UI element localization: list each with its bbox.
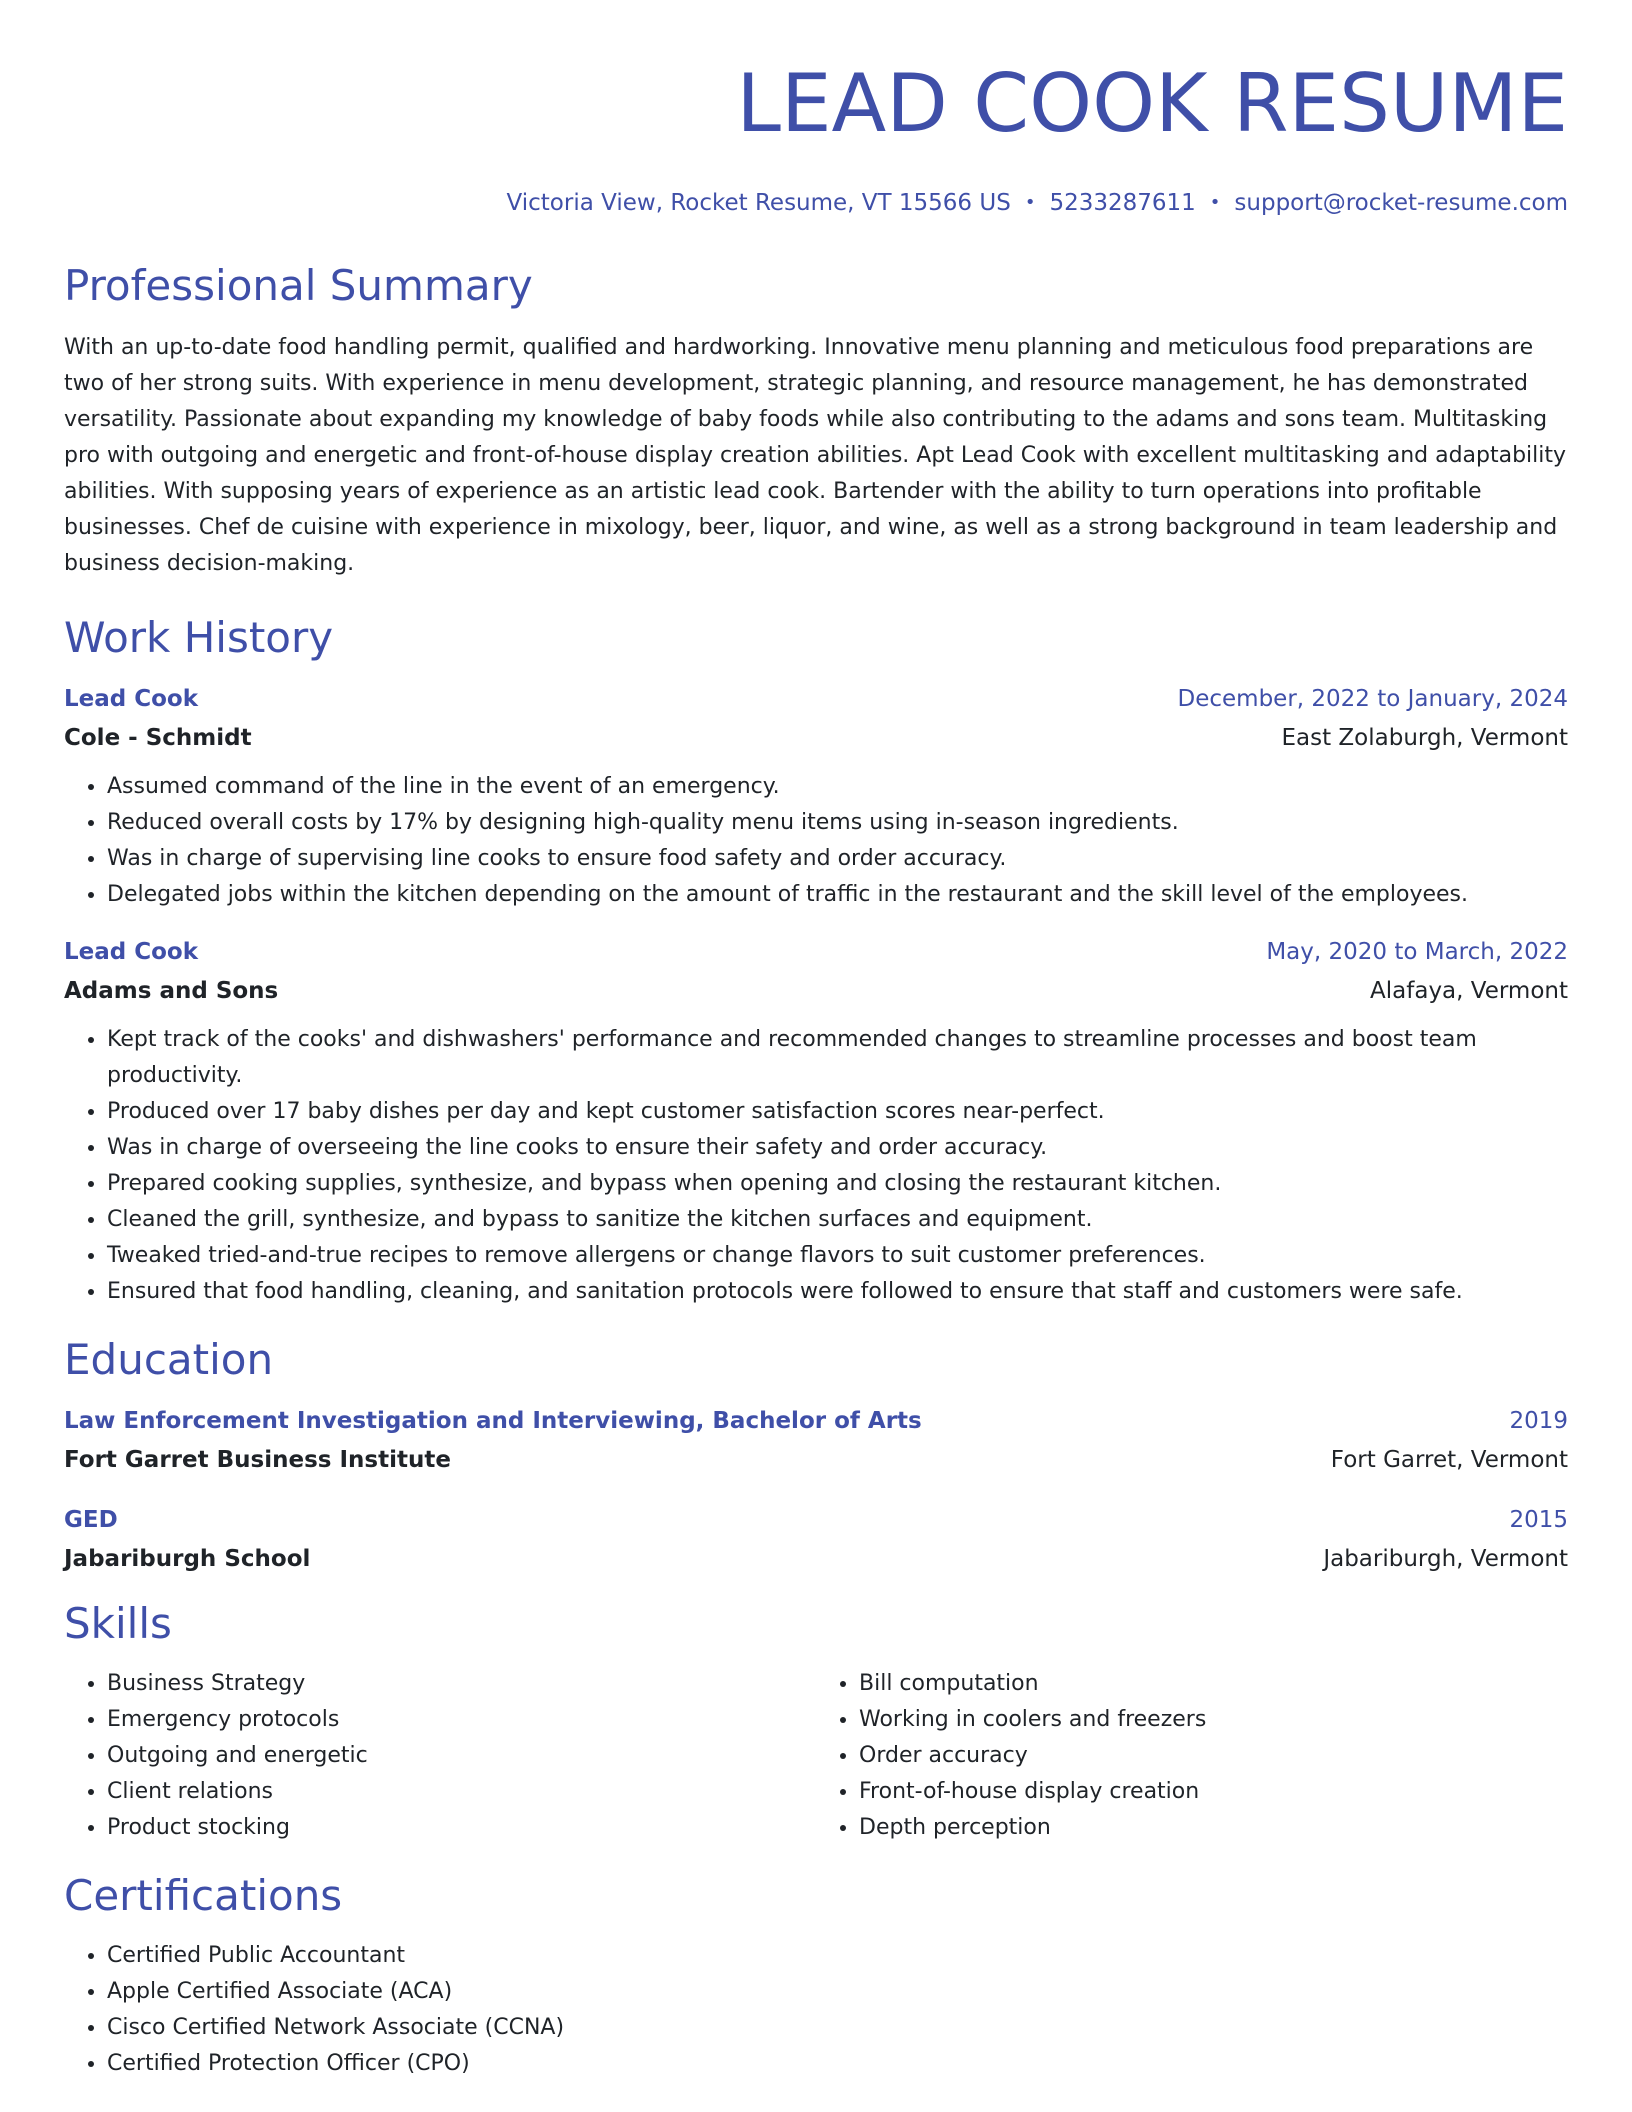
education-entry	[64, 1406, 1568, 1475]
section-heading-work: Work History	[64, 613, 334, 662]
section-heading-certifications: Certifications	[64, 1871, 343, 1920]
skill-item: • Business Strategy	[107, 1666, 816, 1702]
job-bullet: • Produced over 17 baby dishes per day and kept customer satisfaction scores near-perfect.	[107, 1094, 1568, 1130]
education-section	[64, 1334, 1568, 1574]
job-location: East Zolaburgh, Vermont	[1281, 725, 1568, 751]
skill-item: • Working in coolers and freezers	[859, 1702, 1568, 1738]
skill-item: • Bill computation	[859, 1666, 1568, 1702]
skill-item: • Client relations	[107, 1774, 816, 1810]
job-dates: May, 2020 to March, 2022	[1266, 939, 1568, 965]
job-bullet: • Was in charge of overseeing the line cooks to ensure their safety and order accuracy.	[107, 1130, 1568, 1166]
resume-title: LEAD COOK RESUME	[736, 57, 1568, 150]
section-heading-summary: Professional Summary	[64, 261, 533, 310]
certification-item: • Apple Certified Associate (ACA)	[107, 1974, 1568, 2010]
education-school: Jabariburgh School	[64, 1546, 311, 1572]
address-text: Victoria View, Rocket Resume, VT 15566 US	[506, 190, 1011, 216]
job-dates: December, 2022 to January, 2024	[1177, 686, 1568, 712]
certification-item: • Cisco Certified Network Associate (CCNA)	[107, 2010, 1568, 2046]
job-company: Cole - Schmidt	[64, 725, 252, 751]
job-entry	[64, 937, 1568, 1310]
education-degree: GED	[64, 1507, 118, 1533]
job-bullet: • Reduced overall costs by 17% by designing high-quality menu items using in-season ingredients.	[107, 805, 1568, 841]
education-school: Fort Garret Business Institute	[64, 1447, 451, 1473]
job-bullet: • Delegated jobs within the kitchen depending on the amount of traffic in the restaurant and the skill level of the employees.	[107, 877, 1568, 913]
education-degree-row	[64, 1505, 1568, 1535]
job-bullet: • Was in charge of supervising line cooks to ensure food safety and order accuracy.	[107, 841, 1568, 877]
job-title-row	[64, 684, 1568, 714]
education-degree: Law Enforcement Investigation and Interviewing, Bachelor of Arts	[64, 1408, 922, 1434]
education-year: 2019	[1509, 1408, 1568, 1434]
resume-header	[64, 56, 1568, 220]
skills-list-right	[816, 1666, 1568, 1846]
job-bullet: • Assumed command of the line in the event of an emergency.	[107, 769, 1568, 805]
job-title-row	[64, 937, 1568, 967]
education-entry	[64, 1505, 1568, 1574]
job-bullet: • Ensured that food handling, cleaning, and sanitation protocols were followed to ensure that staff and customers were safe.	[107, 1274, 1568, 1310]
job-bullet: • Tweaked tried-and-true recipes to remove allergens or change flavors to suit customer preferences.	[107, 1238, 1568, 1274]
job-title: Lead Cook	[64, 686, 199, 712]
skills-list-left	[64, 1666, 816, 1846]
skills-section	[64, 1598, 1568, 1846]
job-bullet-list	[64, 769, 1568, 913]
work-history-section	[64, 612, 1568, 1310]
phone-text: 5233287611	[1049, 190, 1196, 216]
education-school-row	[64, 1445, 1568, 1475]
section-heading-skills: Skills	[64, 1599, 172, 1648]
separator-dot: •	[1209, 192, 1221, 213]
skills-grid	[64, 1666, 1568, 1846]
job-entry	[64, 684, 1568, 913]
job-title: Lead Cook	[64, 939, 199, 965]
job-company-row	[64, 976, 1568, 1006]
skill-item: • Emergency protocols	[107, 1702, 816, 1738]
certification-item: • Certified Public Accountant	[107, 1938, 1568, 1974]
education-school-row	[64, 1544, 1568, 1574]
email-link[interactable]: support@rocket-resume.com	[1234, 190, 1568, 216]
job-bullet: • Prepared cooking supplies, synthesize, and bypass when opening and closing the restaurant kitchen.	[107, 1166, 1568, 1202]
education-location: Fort Garret, Vermont	[1330, 1447, 1568, 1473]
education-location: Jabariburgh, Vermont	[1323, 1546, 1568, 1572]
summary-section	[64, 260, 1568, 582]
job-company: Adams and Sons	[64, 978, 279, 1004]
education-year: 2015	[1509, 1507, 1568, 1533]
summary-text: With an up-to-date food handling permit, qualified and hardworking. Innovative menu planning and meticulous food preparations are two of her strong suits. With experience in menu development, strategic planning, and resource management, he has demonstrated versatility. Passionate about expanding my knowledge of baby foods while also contributing to the adams and sons team. Multitasking pro with outgoing and energetic and front-of-house display creation abilities. Apt Lead Cook with excellent multitasking and adaptability abilities. With supposing years of experience as an artistic lead cook. Bartender with the ability to turn operations into profitable businesses. Chef de cuisine with experience in mixology, beer, liquor, and wine, as well as a strong background in team leadership and business decision-making.	[64, 335, 1567, 576]
job-company-row	[64, 723, 1568, 753]
education-degree-row	[64, 1406, 1568, 1436]
skill-item: • Depth perception	[859, 1810, 1568, 1846]
contact-line	[64, 188, 1568, 220]
skill-item: • Product stocking	[107, 1810, 816, 1846]
skill-item: • Order accuracy	[859, 1738, 1568, 1774]
job-location: Alafaya, Vermont	[1370, 978, 1568, 1004]
skill-item: • Outgoing and energetic	[107, 1738, 816, 1774]
job-bullet: • Cleaned the grill, synthesize, and bypass to sanitize the kitchen surfaces and equipment.	[107, 1202, 1568, 1238]
certifications-section	[64, 1870, 1568, 2082]
separator-dot: •	[1024, 192, 1036, 213]
skill-item: • Front-of-house display creation	[859, 1774, 1568, 1810]
section-heading-education: Education	[64, 1335, 274, 1384]
certification-item: • Certified Protection Officer (CPO)	[107, 2046, 1568, 2082]
job-bullet-list	[64, 1022, 1568, 1310]
certifications-list	[64, 1938, 1568, 2082]
job-bullet: • Kept track of the cooks' and dishwashers' performance and recommended changes to streamline processes and boost team productivity.	[107, 1022, 1568, 1094]
